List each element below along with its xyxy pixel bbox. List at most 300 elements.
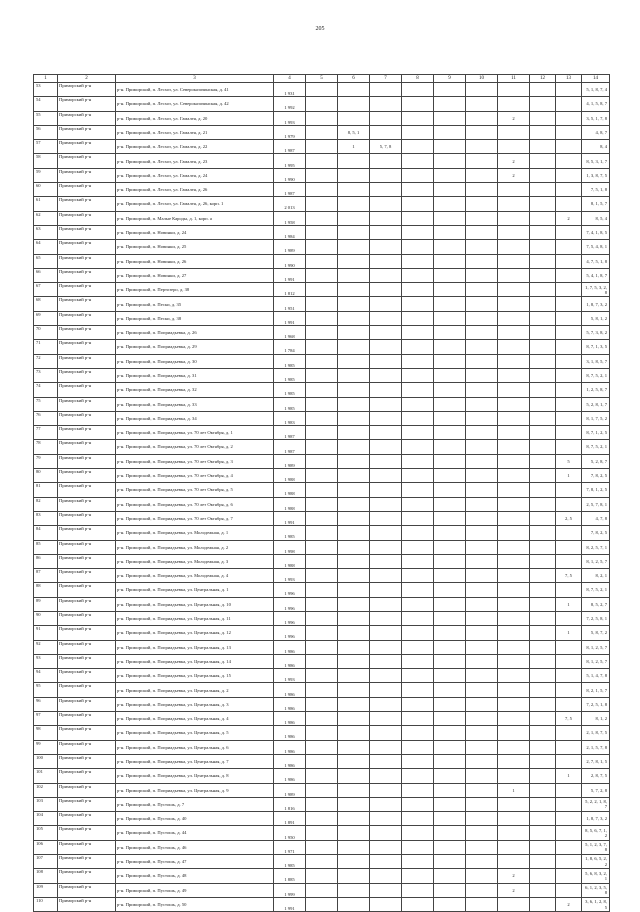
district-cell: Приморский р-н bbox=[58, 383, 116, 397]
table-row bbox=[34, 697, 610, 711]
row-number: 94 bbox=[34, 669, 58, 683]
col7-cell bbox=[370, 454, 402, 468]
col5-cell bbox=[306, 654, 338, 668]
col13-cell bbox=[556, 154, 582, 168]
col5-cell bbox=[306, 469, 338, 483]
table-row bbox=[34, 154, 610, 168]
col9-cell bbox=[434, 626, 466, 640]
col14-cell: 6, 1, 2, 3, 5, 8 bbox=[582, 883, 610, 897]
row-number: 97 bbox=[34, 712, 58, 726]
col10-cell bbox=[466, 597, 498, 611]
col7-cell bbox=[370, 426, 402, 440]
district-cell: Приморский р-н bbox=[58, 225, 116, 239]
col5-cell bbox=[306, 154, 338, 168]
col7-cell bbox=[370, 183, 402, 197]
col9-cell bbox=[434, 855, 466, 869]
col12-cell bbox=[530, 368, 556, 382]
col6-cell bbox=[338, 654, 370, 668]
col7-cell bbox=[370, 97, 402, 111]
col14-cell: 3, 6, 1, 2, 8, 5 bbox=[582, 897, 610, 911]
col13-cell: 5 bbox=[556, 454, 582, 468]
col5-cell bbox=[306, 611, 338, 625]
table-row bbox=[34, 483, 610, 497]
col6-cell bbox=[338, 197, 370, 211]
col12-cell bbox=[530, 326, 556, 340]
col10-cell bbox=[466, 883, 498, 897]
year-cell: 1 985 bbox=[274, 368, 306, 382]
column-header-7: 7 bbox=[370, 75, 402, 83]
year-cell: 1 996 bbox=[274, 583, 306, 597]
year-cell: 1 958 bbox=[274, 211, 306, 225]
col11-cell bbox=[498, 411, 530, 425]
address-cell: р-н. Приморский, п. Пески, д. 38 bbox=[116, 311, 274, 325]
col14-cell: 7, 5, 4, 8, 1 bbox=[582, 240, 610, 254]
col6-cell bbox=[338, 554, 370, 568]
year-cell: 1 987 bbox=[274, 426, 306, 440]
table-row bbox=[34, 268, 610, 282]
address-cell: р-н. Приморский, п. Поприадьевка, ул. Молодежная, д. 3 bbox=[116, 554, 274, 568]
table-row bbox=[34, 669, 610, 683]
row-number: 92 bbox=[34, 640, 58, 654]
col7-cell bbox=[370, 411, 402, 425]
col12-cell bbox=[530, 526, 556, 540]
col6-cell bbox=[338, 411, 370, 425]
col14-cell: 1, 8, 6, 5, 2, 2 bbox=[582, 855, 610, 869]
col6-cell bbox=[338, 483, 370, 497]
address-cell: р-н. Приморский, п. Новинки, д. 27 bbox=[116, 268, 274, 282]
district-cell: Приморский р-н bbox=[58, 783, 116, 797]
col11-cell bbox=[498, 697, 530, 711]
col14-cell: 8, 5, 4 bbox=[582, 211, 610, 225]
year-cell: 1 985 bbox=[274, 526, 306, 540]
col7-cell bbox=[370, 311, 402, 325]
col8-cell bbox=[402, 83, 434, 97]
address-cell: р-н. Приморский, п. Поприадьевка, д. 29 bbox=[116, 340, 274, 354]
col14-cell: 8, 5, 3, 1, 7 bbox=[582, 154, 610, 168]
col12-cell bbox=[530, 611, 556, 625]
row-number: 88 bbox=[34, 583, 58, 597]
col13-cell bbox=[556, 311, 582, 325]
col13-cell bbox=[556, 697, 582, 711]
district-cell: Приморский р-н bbox=[58, 326, 116, 340]
col11-cell: 1 bbox=[498, 783, 530, 797]
page-number: 205 bbox=[315, 26, 325, 32]
address-cell: р-н. Приморский, п. Поприадьевка, ул. Центральная, д. 10 bbox=[116, 597, 274, 611]
address-cell: р-н. Приморский, п. Поприадьевка, ул. 70 лет Октября, д. 1 bbox=[116, 426, 274, 440]
col6-cell bbox=[338, 311, 370, 325]
col5-cell bbox=[306, 740, 338, 754]
col13-cell bbox=[556, 683, 582, 697]
col11-cell bbox=[498, 812, 530, 826]
col12-cell bbox=[530, 154, 556, 168]
district-cell: Приморский р-н bbox=[58, 740, 116, 754]
table-row bbox=[34, 526, 610, 540]
year-cell: 1 987 bbox=[274, 183, 306, 197]
col12-cell bbox=[530, 168, 556, 182]
col8-cell bbox=[402, 469, 434, 483]
year-cell: 1 999 bbox=[274, 883, 306, 897]
col8-cell bbox=[402, 611, 434, 625]
row-number: 109 bbox=[34, 883, 58, 897]
col9-cell bbox=[434, 597, 466, 611]
col11-cell bbox=[498, 297, 530, 311]
row-number: 91 bbox=[34, 626, 58, 640]
col11-cell bbox=[498, 197, 530, 211]
col13-cell bbox=[556, 397, 582, 411]
col8-cell bbox=[402, 354, 434, 368]
col13-cell bbox=[556, 197, 582, 211]
col10-cell bbox=[466, 225, 498, 239]
col14-cell: 5, 1, 2, 3, 7, 8 bbox=[582, 840, 610, 854]
col7-cell bbox=[370, 726, 402, 740]
district-cell: Приморский р-н bbox=[58, 526, 116, 540]
address-cell: р-н. Приморский, п. Поприадьевка, ул. 70 лет Октября, д. 5 bbox=[116, 483, 274, 497]
col12-cell bbox=[530, 740, 556, 754]
col6-cell bbox=[338, 569, 370, 583]
col14-cell: 5, 7, 3, 8, 2 bbox=[582, 326, 610, 340]
year-cell: 1 891 bbox=[274, 812, 306, 826]
col11-cell bbox=[498, 669, 530, 683]
row-number: 95 bbox=[34, 683, 58, 697]
col9-cell bbox=[434, 211, 466, 225]
year-cell: 1 885 bbox=[274, 869, 306, 883]
col13-cell bbox=[556, 354, 582, 368]
row-number: 66 bbox=[34, 268, 58, 282]
col14-cell: 1, 8, 7, 3, 2 bbox=[582, 812, 610, 826]
col7-cell bbox=[370, 225, 402, 239]
col9-cell bbox=[434, 769, 466, 783]
col14-cell: 8, 1, 2, 5, 7 bbox=[582, 554, 610, 568]
col13-cell bbox=[556, 611, 582, 625]
col5-cell bbox=[306, 411, 338, 425]
col5-cell bbox=[306, 97, 338, 111]
col6-cell bbox=[338, 426, 370, 440]
col11-cell bbox=[498, 540, 530, 554]
col13-cell: 1 bbox=[556, 626, 582, 640]
col7-cell bbox=[370, 368, 402, 382]
col5-cell bbox=[306, 311, 338, 325]
col12-cell bbox=[530, 397, 556, 411]
row-number: 81 bbox=[34, 483, 58, 497]
col12-cell bbox=[530, 812, 556, 826]
address-cell: р-н. Приморский, п. Пустошь, д. 49 bbox=[116, 883, 274, 897]
col6-cell bbox=[338, 168, 370, 182]
col9-cell bbox=[434, 883, 466, 897]
col7-cell bbox=[370, 297, 402, 311]
col14-cell: 7, 2, 5, 1, 8 bbox=[582, 697, 610, 711]
col9-cell bbox=[434, 440, 466, 454]
table-row bbox=[34, 97, 610, 111]
col6-cell bbox=[338, 754, 370, 768]
district-cell: Приморский р-н bbox=[58, 869, 116, 883]
col5-cell bbox=[306, 797, 338, 811]
col7-cell bbox=[370, 669, 402, 683]
address-cell: р-н. Приморский, п. Поприадьевка, д. 31 bbox=[116, 368, 274, 382]
address-cell: р-н. Приморский, п. Лесхоз, ул. Гамалея, д. 26, корп. 1 bbox=[116, 197, 274, 211]
col11-cell bbox=[498, 283, 530, 297]
year-cell: 1 987 bbox=[274, 140, 306, 154]
col6-cell bbox=[338, 883, 370, 897]
col6-cell bbox=[338, 697, 370, 711]
col9-cell bbox=[434, 254, 466, 268]
col8-cell bbox=[402, 740, 434, 754]
district-cell: Приморский р-н bbox=[58, 540, 116, 554]
col9-cell bbox=[434, 297, 466, 311]
district-cell: Приморский р-н bbox=[58, 83, 116, 97]
col9-cell bbox=[434, 526, 466, 540]
district-cell: Приморский р-н bbox=[58, 154, 116, 168]
col9-cell bbox=[434, 540, 466, 554]
address-cell: р-н. Приморский, п. Лесхоз, ул. Североказачинская, д. 41 bbox=[116, 83, 274, 97]
col9-cell bbox=[434, 368, 466, 382]
table-row bbox=[34, 354, 610, 368]
col6-cell bbox=[338, 354, 370, 368]
year-cell: 1 986 bbox=[274, 754, 306, 768]
year-cell: 1 931 bbox=[274, 83, 306, 97]
col8-cell bbox=[402, 440, 434, 454]
district-cell: Приморский р-н bbox=[58, 368, 116, 382]
col13-cell: 2, 5 bbox=[556, 511, 582, 525]
col12-cell bbox=[530, 569, 556, 583]
col5-cell bbox=[306, 597, 338, 611]
col14-cell: 8, 7, 1, 2, 5 bbox=[582, 426, 610, 440]
row-number: 104 bbox=[34, 812, 58, 826]
col6-cell bbox=[338, 268, 370, 282]
col6-cell: 8, 5, 1 bbox=[338, 125, 370, 139]
row-number: 96 bbox=[34, 697, 58, 711]
col7-cell: 5, 7, 8 bbox=[370, 140, 402, 154]
col8-cell bbox=[402, 797, 434, 811]
year-cell: 1 998 bbox=[274, 540, 306, 554]
col13-cell bbox=[556, 168, 582, 182]
col6-cell bbox=[338, 454, 370, 468]
table-row bbox=[34, 211, 610, 225]
col8-cell bbox=[402, 683, 434, 697]
col14-cell: 8, 7, 5, 2, 1 bbox=[582, 583, 610, 597]
col7-cell bbox=[370, 511, 402, 525]
col6-cell bbox=[338, 183, 370, 197]
col10-cell bbox=[466, 240, 498, 254]
col10-cell bbox=[466, 254, 498, 268]
col5-cell bbox=[306, 483, 338, 497]
col10-cell bbox=[466, 855, 498, 869]
col5-cell bbox=[306, 669, 338, 683]
col11-cell bbox=[498, 254, 530, 268]
year-cell: 1 989 bbox=[274, 783, 306, 797]
col13-cell bbox=[556, 340, 582, 354]
col6-cell bbox=[338, 626, 370, 640]
col9-cell bbox=[434, 740, 466, 754]
col6-cell bbox=[338, 712, 370, 726]
col9-cell bbox=[434, 268, 466, 282]
row-number: 110 bbox=[34, 897, 58, 911]
col12-cell bbox=[530, 383, 556, 397]
col14-cell: 2, 8, 7, 5 bbox=[582, 769, 610, 783]
col8-cell bbox=[402, 840, 434, 854]
col6-cell bbox=[338, 812, 370, 826]
col14-cell: 4, 8, 7 bbox=[582, 125, 610, 139]
address-cell: р-н. Приморский, п. Лесхоз, ул. Гамалея, д. 24 bbox=[116, 168, 274, 182]
col9-cell bbox=[434, 469, 466, 483]
col8-cell bbox=[402, 340, 434, 354]
col5-cell bbox=[306, 240, 338, 254]
year-cell: 1 993 bbox=[274, 111, 306, 125]
col10-cell bbox=[466, 754, 498, 768]
col11-cell: 2 bbox=[498, 154, 530, 168]
col5-cell bbox=[306, 426, 338, 440]
table-row bbox=[34, 240, 610, 254]
year-cell: 1 950 bbox=[274, 826, 306, 840]
row-number: 105 bbox=[34, 826, 58, 840]
district-cell: Приморский р-н bbox=[58, 140, 116, 154]
row-number: 68 bbox=[34, 297, 58, 311]
col5-cell bbox=[306, 183, 338, 197]
year-cell: 1 988 bbox=[274, 469, 306, 483]
col12-cell bbox=[530, 583, 556, 597]
table-row bbox=[34, 469, 610, 483]
col10-cell bbox=[466, 111, 498, 125]
year-cell: 1 996 bbox=[274, 597, 306, 611]
year-cell: 1 990 bbox=[274, 254, 306, 268]
col7-cell bbox=[370, 697, 402, 711]
address-cell: р-н. Приморский, п. Поприадьевка, ул. Центральная, д. 4 bbox=[116, 712, 274, 726]
col11-cell bbox=[498, 368, 530, 382]
col14-cell: 8, 7, 1, 3, 5 bbox=[582, 340, 610, 354]
col11-cell bbox=[498, 354, 530, 368]
year-cell: 1 986 bbox=[274, 654, 306, 668]
col5-cell bbox=[306, 326, 338, 340]
district-cell: Приморский р-н bbox=[58, 268, 116, 282]
address-cell: р-н. Приморский, п. Лесхоз, ул. Североказачинская, д. 42 bbox=[116, 97, 274, 111]
col5-cell bbox=[306, 354, 338, 368]
table-row bbox=[34, 511, 610, 525]
col9-cell bbox=[434, 168, 466, 182]
table-row bbox=[34, 83, 610, 97]
col12-cell bbox=[530, 497, 556, 511]
col14-cell: 5, 4, 1, 8, 7 bbox=[582, 268, 610, 282]
col14-cell: 2, 7, 8, 1, 5 bbox=[582, 754, 610, 768]
year-cell: 1 979 bbox=[274, 125, 306, 139]
col8-cell bbox=[402, 583, 434, 597]
year-cell: 1 995 bbox=[274, 154, 306, 168]
address-cell: р-н. Приморский, п. Поприадьевка, д. 30 bbox=[116, 354, 274, 368]
col6-cell bbox=[338, 326, 370, 340]
col9-cell bbox=[434, 397, 466, 411]
col7-cell bbox=[370, 540, 402, 554]
district-cell: Приморский р-н bbox=[58, 669, 116, 683]
col5-cell bbox=[306, 197, 338, 211]
column-header-13: 13 bbox=[556, 75, 582, 83]
row-number: 67 bbox=[34, 283, 58, 297]
col5-cell bbox=[306, 125, 338, 139]
col13-cell: 1 bbox=[556, 597, 582, 611]
col14-cell: 3, 1, 8, 5, 7 bbox=[582, 354, 610, 368]
col7-cell bbox=[370, 268, 402, 282]
col14-cell: 4, 7, 8 bbox=[582, 511, 610, 525]
col6-cell bbox=[338, 83, 370, 97]
col13-cell bbox=[556, 411, 582, 425]
col5-cell bbox=[306, 454, 338, 468]
table-row bbox=[34, 769, 610, 783]
col12-cell bbox=[530, 83, 556, 97]
col11-cell bbox=[498, 311, 530, 325]
col11-cell: 2 bbox=[498, 111, 530, 125]
year-cell: 1 993 bbox=[274, 669, 306, 683]
col7-cell bbox=[370, 125, 402, 139]
table-row bbox=[34, 654, 610, 668]
col14-cell: 5, 1, 8, 7, 4 bbox=[582, 83, 610, 97]
col7-cell bbox=[370, 597, 402, 611]
table-row bbox=[34, 497, 610, 511]
col5-cell bbox=[306, 254, 338, 268]
col8-cell bbox=[402, 883, 434, 897]
col12-cell bbox=[530, 297, 556, 311]
table-row bbox=[34, 440, 610, 454]
col5-cell bbox=[306, 368, 338, 382]
col11-cell bbox=[498, 83, 530, 97]
table-row bbox=[34, 640, 610, 654]
col13-cell bbox=[556, 726, 582, 740]
col5-cell bbox=[306, 826, 338, 840]
col10-cell bbox=[466, 283, 498, 297]
col11-cell bbox=[498, 626, 530, 640]
col14-cell: 8, 7, 5, 2, 1 bbox=[582, 440, 610, 454]
col6-cell bbox=[338, 769, 370, 783]
address-cell: р-н. Приморский, п. Поприадьевка, д. 26 bbox=[116, 326, 274, 340]
row-number: 73 bbox=[34, 368, 58, 382]
col5-cell bbox=[306, 225, 338, 239]
col9-cell bbox=[434, 483, 466, 497]
col11-cell bbox=[498, 712, 530, 726]
address-cell: р-н. Приморский, п. Поприадьевка, ул. Центральная, д. 6 bbox=[116, 740, 274, 754]
address-cell: р-н. Приморский, п. Поприадьевка, ул. Молодежная, д. 1 bbox=[116, 526, 274, 540]
col10-cell bbox=[466, 540, 498, 554]
col8-cell bbox=[402, 669, 434, 683]
district-cell: Приморский р-н bbox=[58, 483, 116, 497]
col14-cell: 8, 5, 2, 7 bbox=[582, 597, 610, 611]
address-cell: р-н. Приморский, п. Поприадьевка, д. 34 bbox=[116, 411, 274, 425]
col10-cell bbox=[466, 497, 498, 511]
col12-cell bbox=[530, 769, 556, 783]
col6-cell bbox=[338, 340, 370, 354]
col10-cell bbox=[466, 769, 498, 783]
table-row bbox=[34, 297, 610, 311]
col14-cell: 2, 1, 8, 7, 5 bbox=[582, 726, 610, 740]
col6-cell bbox=[338, 225, 370, 239]
col7-cell bbox=[370, 240, 402, 254]
address-cell: р-н. Приморский, п. Поприадьевка, ул. Центральная, д. 1 bbox=[116, 583, 274, 597]
district-cell: Приморский р-н bbox=[58, 254, 116, 268]
col9-cell bbox=[434, 354, 466, 368]
col11-cell: 2 bbox=[498, 869, 530, 883]
col8-cell bbox=[402, 168, 434, 182]
year-cell: 1 991 bbox=[274, 511, 306, 525]
col14-cell: 5, 8, 1, 2 bbox=[582, 311, 610, 325]
col9-cell bbox=[434, 683, 466, 697]
col6-cell bbox=[338, 611, 370, 625]
col14-cell: 8, 5, 6, 7, 1, 2 bbox=[582, 826, 610, 840]
district-cell: Приморский р-н bbox=[58, 197, 116, 211]
col10-cell bbox=[466, 526, 498, 540]
col9-cell bbox=[434, 426, 466, 440]
col6-cell bbox=[338, 540, 370, 554]
col13-cell bbox=[556, 640, 582, 654]
col12-cell bbox=[530, 225, 556, 239]
district-cell: Приморский р-н bbox=[58, 654, 116, 668]
col7-cell bbox=[370, 197, 402, 211]
col12-cell bbox=[530, 855, 556, 869]
col10-cell bbox=[466, 654, 498, 668]
